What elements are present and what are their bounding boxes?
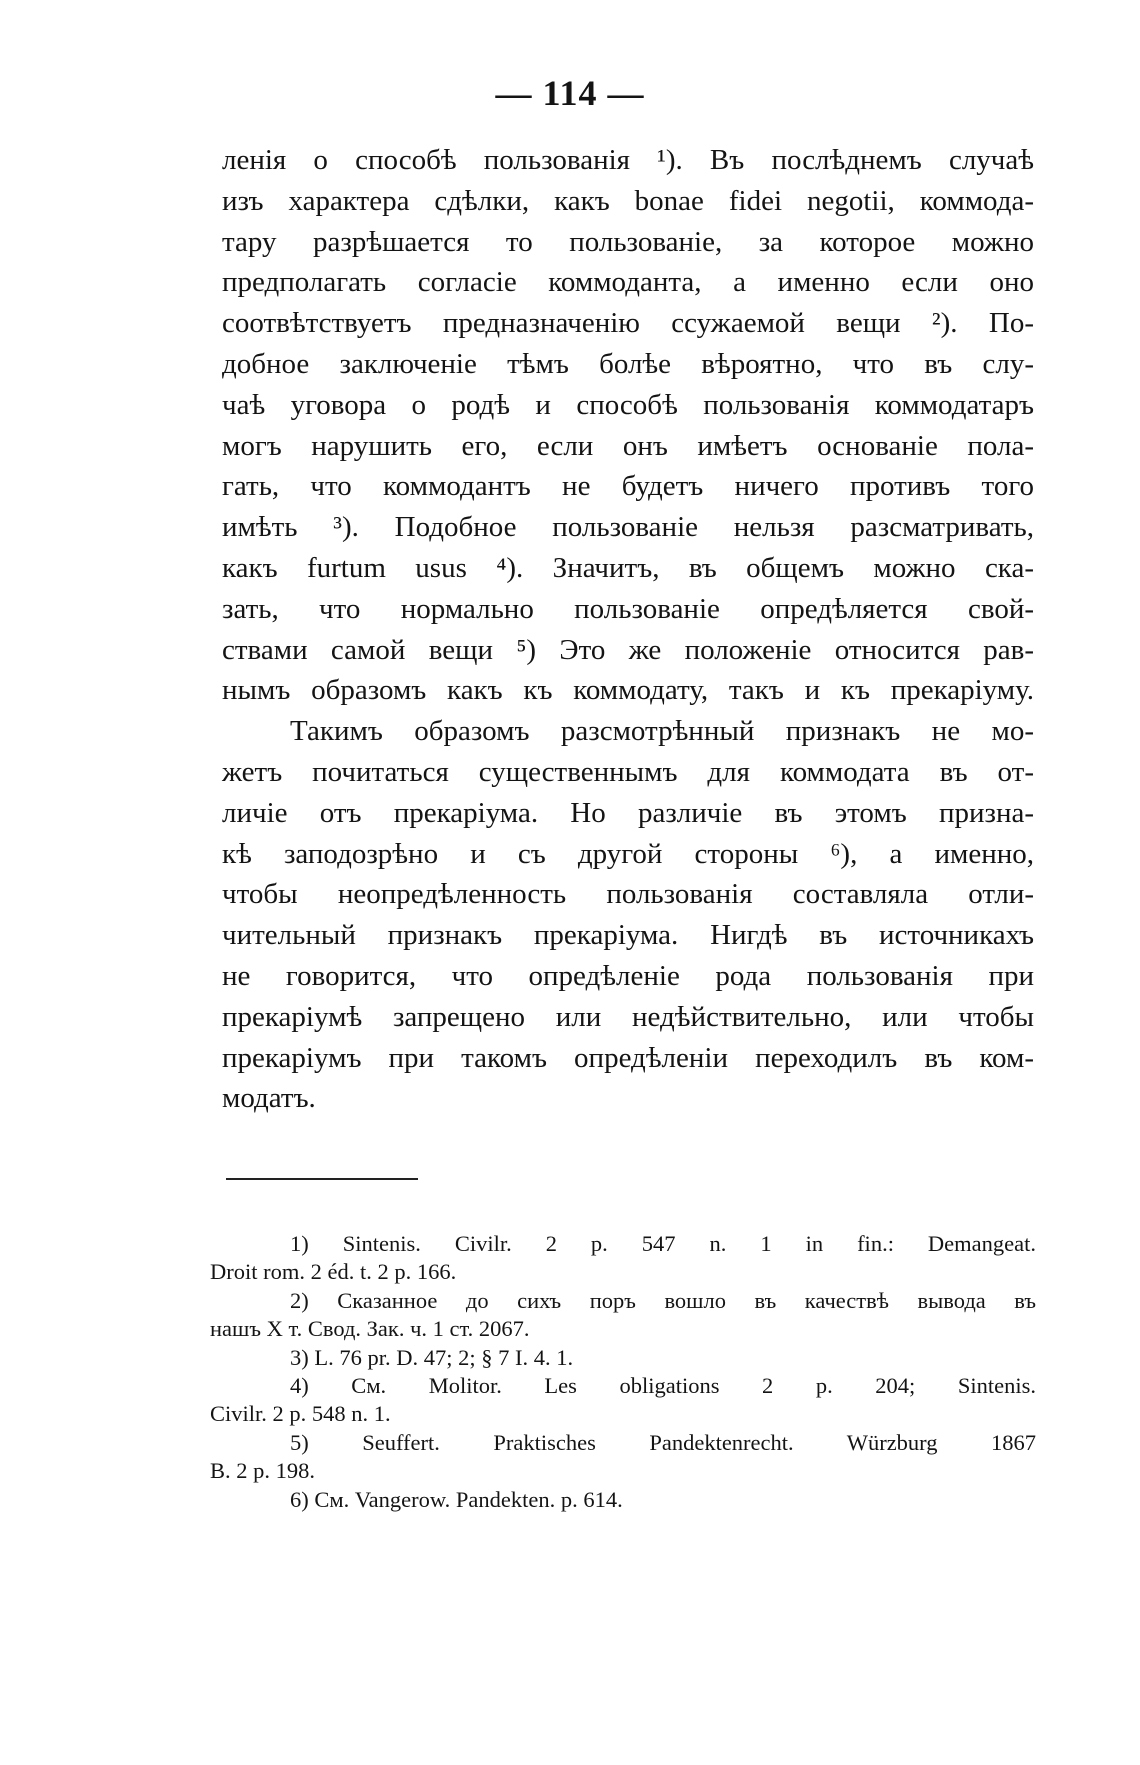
text-line: ленія о способѣ пользованія ¹). Въ послѣднемъ случаѣ [222,144,1034,176]
main-text [222,140,1034,1119]
text-line: гать, что коммодантъ не будетъ ничего противъ того [222,470,1034,503]
footnote-line: 3) L. 76 pr. D. 47; 2; § 7 I. 4. 1. [290,1344,574,1370]
text-line: Такимъ образомъ разсмотрѣнный признакъ не мо- [290,715,1034,748]
footnote-line: 5) Seuffert. Praktisches Pandektenrecht. Würzburg 1867 [290,1429,1036,1455]
text-line: личіе отъ прекаріума. Но различіе въ этомъ призна- [222,796,1034,829]
footnote-line: 2) Сказанное до сихъ поръ вошло въ качествѣ вывода въ [290,1287,1036,1313]
footnote-line: 4) См. Molitor. Les obligations 2 p. 204; Sintenis. [290,1372,1036,1398]
footnote-line: B. 2 p. 198. [210,1458,316,1484]
text-line: прекаріумѣ запрещено или недѣйствительно, или чтобы [222,1000,1034,1033]
text-line: тару разрѣшается то пользованіе, за которое можно [222,225,1034,258]
text-line: жетъ почитаться существеннымъ для коммодата въ от- [222,755,1034,788]
page-number: — 114 — [495,73,645,113]
text-line: чаѣ уговора о родѣ и способѣ пользованія коммодатаръ [222,388,1034,421]
text-line: изъ характера сдѣлки, какъ bonae fidei negotii, коммода- [222,184,1034,217]
footnotes [210,1230,1036,1514]
footnote-line: 6) См. Vangerow. Pandekten. p. 614. [290,1486,623,1512]
text-line: нымъ образомъ какъ къ коммодату, такъ и къ прекаріуму. [222,674,1034,707]
footnote-divider [226,1178,418,1180]
footnote-line: Civilr. 2 p. 548 n. 1. [210,1401,391,1427]
text-line: не говорится, что опредѣленіе рода пользованія при [222,959,1034,992]
footnote-line: 1) Sintenis. Civilr. 2 p. 547 n. 1 in fin.: Demangeat. [290,1231,1036,1256]
text-line: имѣть ³). Подобное пользованіе нельзя разсматривать, [222,511,1034,544]
text-line: соотвѣтствуетъ предназначенію ссужаемой вещи ²). По- [222,307,1034,340]
text-line: кѣ заподозрѣно и съ другой стороны ⁶), а именно, [222,837,1034,870]
text-line: чительный признакъ прекаріума. Нигдѣ въ источникахъ [222,919,1034,952]
text-line: модатъ. [222,1082,316,1115]
text-line: добное заключеніе тѣмъ болѣе вѣроятно, что въ слу- [222,347,1034,380]
footnote-line: Droit rom. 2 éd. t. 2 p. 166. [210,1259,457,1285]
text-line: чтобы неопредѣленность пользованія составляла отли- [222,878,1034,911]
text-line: прекаріумъ при такомъ опредѣленіи переходилъ въ ком- [222,1041,1034,1074]
footnote-line: нашъ X т. Свод. Зак. ч. 1 ст. 2067. [210,1316,530,1342]
text-line: могъ нарушить его, если онъ имѣетъ основаніе пола- [222,429,1034,462]
text-line: какъ furtum usus ⁴). Значитъ, въ общемъ можно ска- [222,551,1034,584]
text-line: зать, что нормально пользованіе опредѣляется свой- [222,592,1034,625]
text-line: предполагать согласіе коммоданта, а именно если оно [222,266,1034,299]
text-line: ствами самой вещи ⁵) Это же положеніе относится рав- [222,633,1034,666]
